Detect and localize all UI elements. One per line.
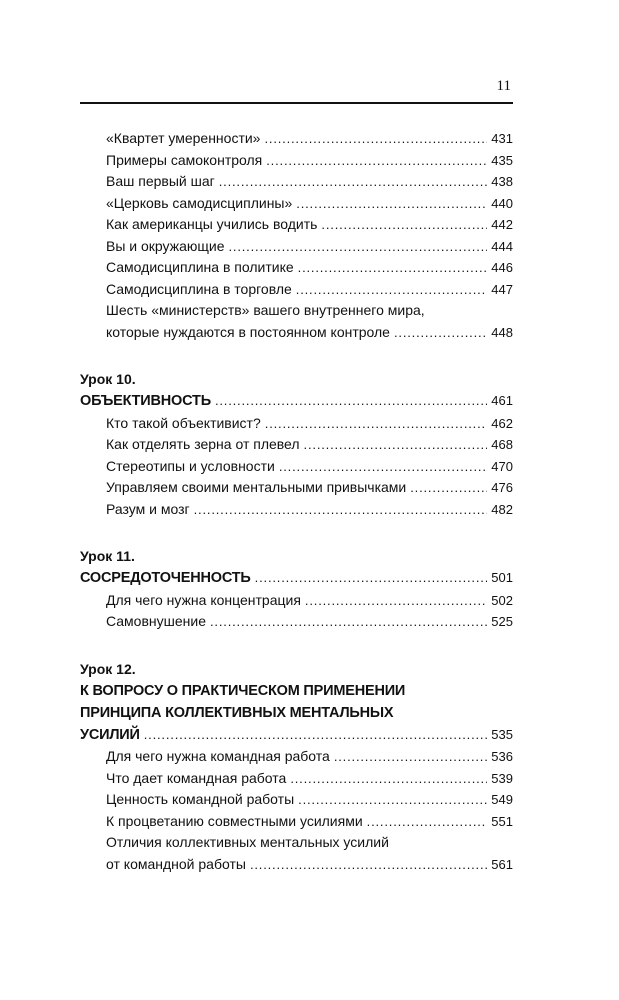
entry-page: 440 [491, 195, 513, 211]
entry-title: Как американцы учились водить [106, 216, 318, 232]
toc-entry[interactable] [80, 832, 513, 875]
entry-title: Самовнушение [106, 613, 206, 629]
entry-page: 482 [491, 501, 513, 517]
toc-entry[interactable] [80, 236, 513, 258]
dot-leader [144, 724, 488, 746]
entry-page: 539 [491, 770, 513, 786]
entry-page: 536 [491, 749, 513, 764]
entry-page: 447 [491, 281, 513, 297]
chapter-entry[interactable] [80, 567, 513, 590]
entry-title: Самодисциплина в торговле [106, 280, 292, 297]
entry-title: Разум и мозг [106, 500, 190, 517]
entry-page: 462 [491, 415, 513, 431]
entry-page: 448 [491, 324, 513, 340]
intro-entries [80, 128, 513, 343]
toc-entry[interactable] [80, 214, 513, 236]
toc-entry[interactable] [80, 279, 513, 301]
dot-leader [266, 150, 487, 172]
dot-leader [215, 390, 487, 412]
toc-entry[interactable] [80, 746, 513, 768]
entry-page: 470 [491, 458, 513, 474]
dot-leader [228, 236, 487, 258]
entry-title: Ценность командной работы [106, 791, 295, 807]
dot-leader [290, 768, 487, 790]
entry-page: 551 [491, 813, 513, 829]
toc-entry[interactable] [80, 434, 513, 456]
chapter-entry[interactable] [80, 724, 513, 747]
entry-page: 468 [491, 437, 513, 452]
chapter-title-line1: К ВОПРОСУ О ПРАКТИЧЕСКОМ ПРИМЕНЕНИИ [80, 682, 406, 699]
toc-entry[interactable] [80, 413, 513, 435]
toc-entry[interactable] [80, 150, 513, 172]
entry-title: «Квартет умеренности» [106, 130, 261, 146]
lesson-11-section [80, 545, 513, 633]
entry-title: Управляем своими ментальными привычками [106, 479, 407, 495]
header-rule [80, 102, 513, 104]
entry-title: Для чего нужна командная работа [106, 748, 330, 764]
toc-entry[interactable] [80, 193, 513, 215]
entry-title: Для чего нужна концентрация [106, 591, 301, 608]
entry-page: 502 [491, 592, 513, 608]
entry-page: 561 [491, 856, 513, 872]
page-number: 11 [496, 78, 511, 94]
chapter-title-line2: ПРИНЦИПА КОЛЛЕКТИВНЫХ МЕНТАЛЬНЫХ [80, 704, 394, 721]
toc-entry[interactable] [80, 257, 513, 279]
dot-leader [264, 128, 487, 150]
entry-title: которые нуждаются в постоянном контроле [106, 323, 390, 340]
entry-title: Стереотипы и условности [106, 457, 275, 474]
dot-leader [250, 854, 487, 876]
chapter-page: 535 [491, 726, 513, 742]
dot-leader [265, 413, 488, 435]
entry-title: Самодисциплина в политике [106, 259, 294, 275]
lesson-label: Урок 11. [80, 548, 135, 564]
entry-title: от командной работы [106, 855, 246, 872]
lesson-label: Урок 10. [80, 371, 136, 387]
chapter-page: 461 [491, 393, 513, 408]
toc-entry[interactable] [80, 811, 513, 833]
dot-leader [279, 456, 487, 478]
entry-title-line1: Отличия коллективных ментальных усилий [106, 834, 389, 850]
toc-entry[interactable] [80, 611, 513, 633]
dot-leader [296, 279, 488, 301]
entry-page: 431 [491, 131, 513, 146]
entry-title: Кто такой объективист? [106, 414, 261, 431]
entry-title: Ваш первый шаг [106, 173, 215, 189]
toc-entry[interactable] [80, 456, 513, 478]
toc-entry[interactable] [80, 789, 513, 811]
entry-title: К процветанию совместными усилиями [106, 812, 363, 829]
entry-title-line1: Шесть «министерств» вашего внутреннего мира, [106, 302, 425, 318]
dot-leader [255, 567, 488, 589]
lesson-label: Урок 12. [80, 660, 136, 677]
entry-title: Примеры самоконтроля [106, 151, 263, 168]
chapter-entry[interactable] [80, 390, 513, 413]
dot-leader [304, 434, 488, 456]
toc-entry[interactable] [80, 499, 513, 521]
toc-entry[interactable] [80, 171, 513, 193]
entry-title: Вы и окружающие [106, 237, 225, 254]
toc-entry[interactable] [80, 768, 513, 790]
entry-page: 435 [491, 152, 513, 168]
lesson-10-section [80, 368, 513, 520]
chapter-title: УСИЛИЙ [80, 726, 140, 743]
dot-leader [298, 257, 488, 279]
entry-page: 444 [491, 238, 513, 254]
entry-page: 442 [491, 217, 513, 232]
lesson-12-section [80, 658, 513, 876]
entry-page: 446 [491, 260, 513, 275]
dot-leader [367, 811, 488, 833]
dot-leader [298, 789, 487, 811]
entry-title: Что дает командная работа [106, 769, 287, 786]
dot-leader [334, 746, 487, 768]
dot-leader [305, 590, 487, 612]
dot-leader [410, 477, 487, 499]
table-of-contents [80, 128, 513, 875]
dot-leader [219, 171, 488, 193]
dot-leader [321, 214, 487, 236]
entry-page: 549 [491, 792, 513, 807]
chapter-page: 501 [491, 570, 513, 585]
dot-leader [394, 322, 487, 344]
entry-title: «Церковь самодисциплины» [106, 194, 293, 211]
dot-leader [296, 193, 487, 215]
entry-page: 438 [491, 174, 513, 189]
chapter-title: ОБЪЕКТИВНОСТЬ [80, 393, 211, 409]
entry-page: 476 [491, 480, 513, 495]
toc-entry[interactable] [80, 590, 513, 612]
dot-leader [194, 499, 488, 521]
toc-entry[interactable] [80, 300, 513, 343]
entry-page: 525 [491, 614, 513, 629]
toc-entry[interactable] [80, 477, 513, 499]
entry-title: Как отделять зерна от плевел [106, 436, 300, 452]
dot-leader [210, 611, 487, 633]
toc-entry[interactable] [80, 128, 513, 150]
chapter-title: СОСРЕДОТОЧЕННОСТЬ [80, 570, 251, 586]
